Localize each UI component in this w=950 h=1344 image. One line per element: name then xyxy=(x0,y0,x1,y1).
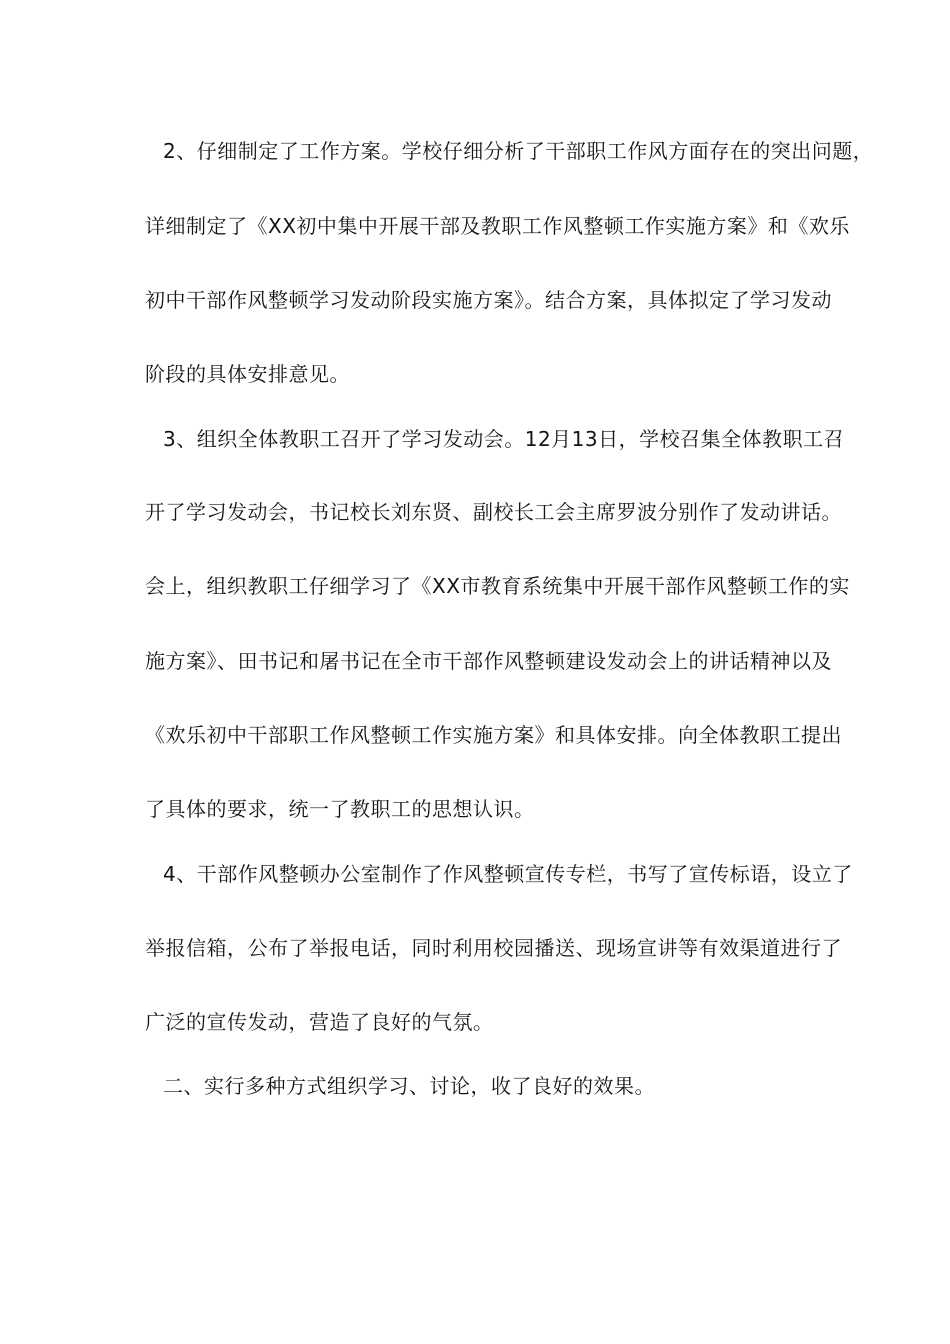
paragraph-3-line-4: 施方案》、田书记和屠书记在全市干部作风整顿建设发动会上的讲话精神以及 xyxy=(145,649,832,673)
paragraph-4-line-2: 举报信箱，公布了举报电话，同时利用校园播送、现场宣讲等有效渠道进行了 xyxy=(145,936,842,960)
paragraph-2-line-4: 阶段的具体安排意见。 xyxy=(145,362,350,386)
section-heading: 二、实行多种方式组织学习、讨论，收了良好的效果。 xyxy=(163,1074,655,1098)
paragraph-3-line-3: 会上，组织教职工仔细学习了《XX市教育系统集中开展干部作风整顿工作的实 xyxy=(145,574,850,598)
paragraph-3-line-6: 了具体的要求，统一了教职工的思想认识。 xyxy=(145,797,535,821)
paragraph-3-line-5: 《欢乐初中干部职工作风整顿工作实施方案》和具体安排。向全体教职工提出 xyxy=(145,723,842,747)
paragraph-3-line-2: 开了学习发动会，书记校长刘东贤、副校长工会主席罗波分别作了发动讲话。 xyxy=(145,500,842,524)
paragraph-2-line-3: 初中干部作风整顿学习发动阶段实施方案》。结合方案，具体拟定了学习发动 xyxy=(145,288,832,312)
paragraph-4-line-1: 4、干部作风整顿办公室制作了作风整顿宣传专栏，书写了宣传标语，设立了 xyxy=(163,862,853,886)
paragraph-2-line-2: 详细制定了《XX初中集中开展干部及教职工作风整顿工作实施方案》和《欢乐 xyxy=(145,214,850,238)
paragraph-3-line-1: 3、组织全体教职工召开了学习发动会。12月13日，学校召集全体教职工召 xyxy=(163,427,845,451)
paragraph-4-line-3: 广泛的宣传发动，营造了良好的气氛。 xyxy=(145,1010,494,1034)
paragraph-2-line-1: 2、仔细制定了工作方案。学校仔细分析了干部职工作风方面存在的突出问题， xyxy=(163,139,874,163)
